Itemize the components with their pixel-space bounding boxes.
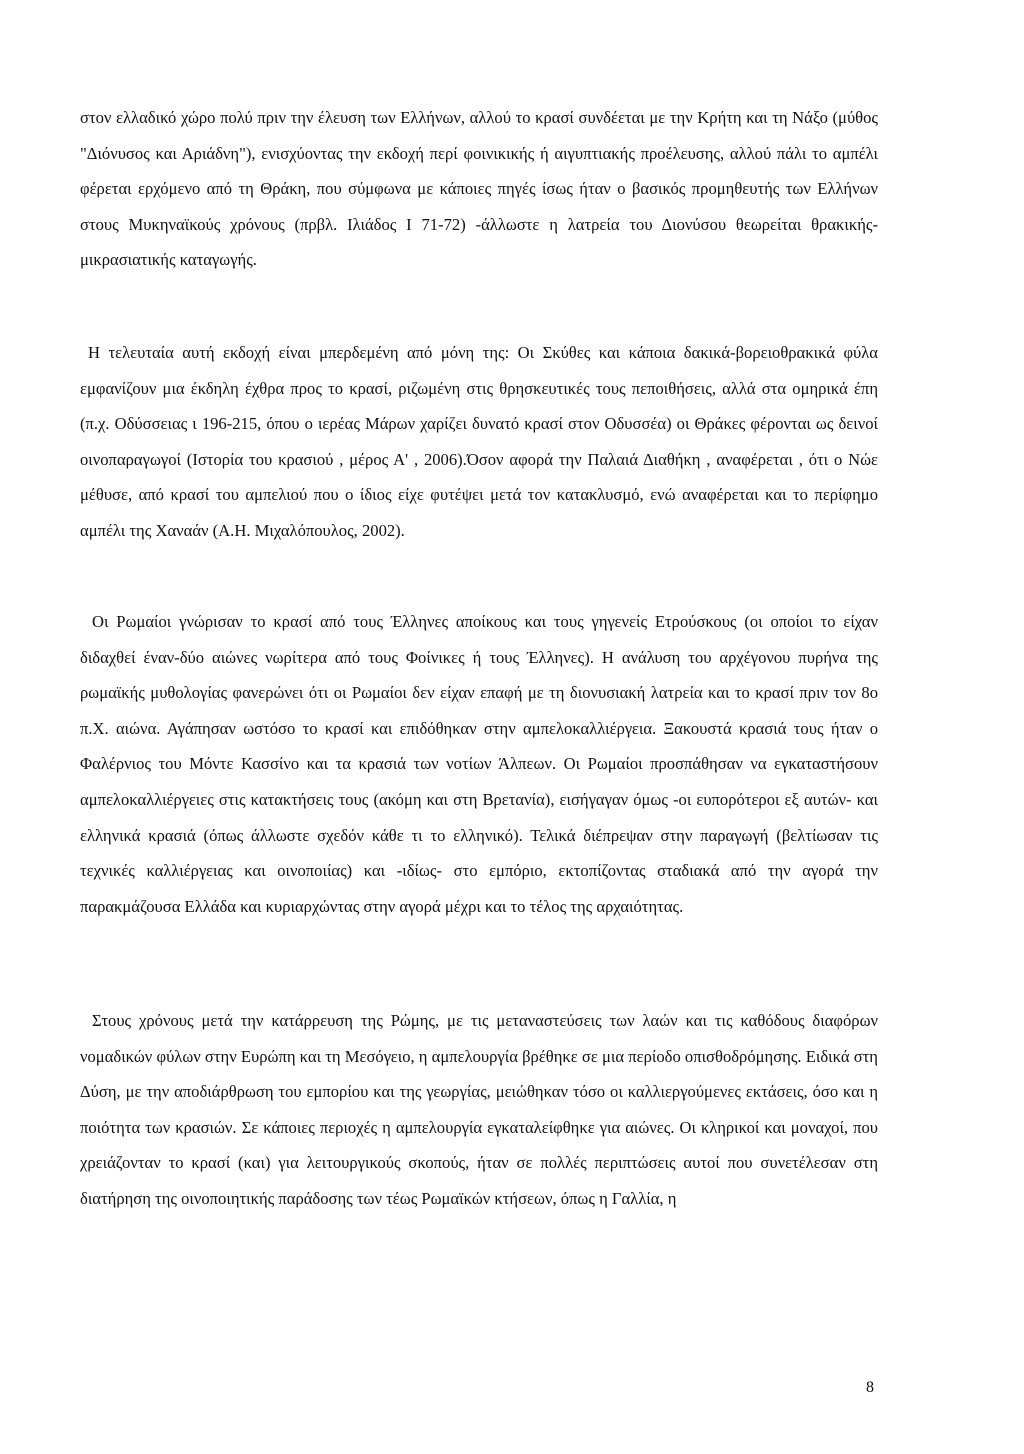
paragraph-text: Η τελευταία αυτή εκδοχή είναι μπερδεμένη από μόνη της: Οι Σκύθες και κάποια δακικά-βορειοθρακικά φύλα εμφανίζουν μια έκδηλη έχθρα προς το κρασί, ριζωμένη στις θρησκευτικές τους πεποιθήσεις, αλλά στα ομηρικά έπη (π.χ. Οδύσσειας ι 196-215, όπου ο ιερέας Μάρων χαρίζει δυνατό κρασί στον Οδυσσέα) οι Θράκες φέρονται ως δεινοί οινοπαραγωγοί (Ιστορία του κρασιού , μέρος Α' , 2006).Όσον αφορά την Παλαιά Διαθήκη , αναφέρεται , ότι ο Νώε μέθυσε, από κρασί του αμπελιού που ο ίδιος είχε φυτέψει μετά τον κατακλυσμό, ενώ αναφέρεται και το περίφημο αμπέλι της Χαναάν (Α.Η. Μιχαλόπουλος, 2002). xyxy=(80,343,878,540)
paragraph-1 xyxy=(80,100,878,278)
paragraph-3 xyxy=(80,604,878,924)
paragraph-text: στον ελλαδικό χώρο πολύ πριν την έλευση των Ελλήνων, αλλού το κρασί συνδέεται με την Κρήτη και τη Νάξο (μύθος "Διόνυσος και Αριάδνη"), ενισχύοντας την εκδοχή περί φοινικικής ή αιγυπτιακής προέλευσης, αλλού πάλι το αμπέλι φέρεται ερχόμενο από τη Θράκη, που σύμφωνα με κάποιες πηγές ίσως ήταν ο βασικός προμηθευτής των Ελλήνων στους Μυκηναϊκούς χρόνους (πρβλ. Ιλιάδος Ι 71-72) -άλλωστε η λατρεία του Διονύσου θεωρείται θρακικής-μικρασιατικής καταγωγής. xyxy=(80,108,878,270)
paragraph-4 xyxy=(80,1003,878,1217)
page-number: 8 xyxy=(866,1379,874,1396)
paragraph-text: Οι Ρωμαίοι γνώρισαν το κρασί από τους Έλληνες αποίκους και τους γηγενείς Ετρούσκους (οι οποίοι το είχαν διδαχθεί έναν-δύο αιώνες νωρίτερα από τους Φοίνικες ή τους Έλληνες). Η ανάλυση του αρχέγονου πυρήνα της ρωμαϊκής μυθολογίας φανερώνει ότι οι Ρωμαίοι δεν είχαν επαφή με τη διονυσιακή λατρεία και το κρασί πριν τον 8ο π.Χ. αιώνα. Αγάπησαν ωστόσο το κρασί και επιδόθηκαν στην αμπελοκαλλιέργεια. Ξακουστά κρασιά τους ήταν ο Φαλέρνιος του Μόντε Κασσίνο και τα κρασιά των νοτίων Άλπεων. Οι Ρωμαίοι προσπάθησαν να εγκαταστήσουν αμπελοκαλλιέργειες στις κατακτήσεις τους (ακόμη και στη Βρετανία), εισήγαγαν όμως -οι ευπορότεροι εξ αυτών- και ελληνικά κρασιά (όπως άλλωστε σχεδόν κάθε τι το ελληνικό). Τελικά διέπρεψαν στην παραγωγή (βελτίωσαν τις τεχνικές καλλιέργειας και οινοποιίας) και -ιδίως- στο εμπόριο, εκτοπίζοντας σταδιακά από την αγορά την παρακμάζουσα Ελλάδα και κυριαρχώντας στην αγορά μέχρι και το τέλος της αρχαιότητας. xyxy=(80,612,878,916)
paragraph-2 xyxy=(80,335,878,549)
paragraph-text: Στους χρόνους μετά την κατάρρευση της Ρώμης, με τις μεταναστεύσεις των λαών και τις καθόδους διαφόρων νομαδικών φύλων στην Ευρώπη και τη Μεσόγειο, η αμπελουργία βρέθηκε σε μια περίοδο οπισθοδρόμησης. Ειδικά στη Δύση, με την αποδιάρθρωση του εμπορίου και της γεωργίας, μειώθηκαν τόσο οι καλλιεργούμενες εκτάσεις, όσο και η ποιότητα των κρασιών. Σε κάποιες περιοχές η αμπελουργία εγκαταλείφθηκε για αιώνες. Οι κληρικοί και μοναχοί, που χρειάζονταν το κρασί (και) για λειτουργικούς σκοπούς, ήταν σε πολλές περιπτώσεις αυτοί που συνετέλεσαν στη διατήρηση της οινοποιητικής παράδοσης των τέως Ρωμαϊκών κτήσεων, όπως η Γαλλία, η xyxy=(80,1011,878,1208)
